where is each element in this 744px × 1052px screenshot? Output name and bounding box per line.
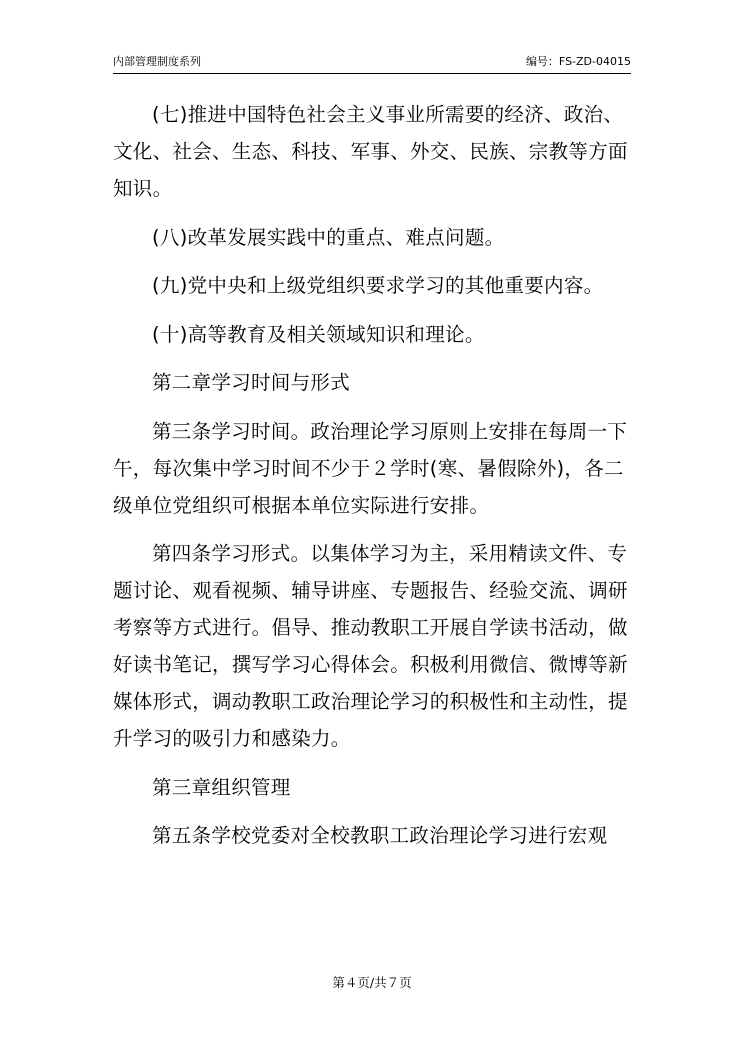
header-document-number: 编号：FS-ZD-04015 — [525, 55, 631, 68]
paragraph-item-7: (七)推进中国特色社会主义事业所需要的经济、政治、文化、社会、生态、科技、军事、外交、民族、宗教等方面知识。 — [113, 103, 628, 200]
header-series-title: 内部管理制度系列 — [113, 55, 201, 68]
page-footer — [0, 975, 744, 991]
paragraph-item-8: (八)改革发展实践中的重点、难点问题。 — [152, 225, 505, 249]
document-body — [113, 96, 631, 854]
paragraph-item-9: (九)党中央和上级党组织要求学习的其他重要内容。 — [152, 274, 604, 297]
article-4-paragraph: 第四条学习形式。以集体学习为主，采用精读文件、专题讨论、观看视频、辅导讲座、专题报告、经验交流、调研考察等方式进行。倡导、推动教职工开展自学读书活动，做好读书笔记，撰写学习心得体会。积极利用微信、微博等新媒体形式，调动教职工政治理论学习的积极性和主动性，提升学习的吸引力和感染力。 — [113, 542, 628, 750]
chapter-2-heading: 第二章学习时间与形式 — [152, 371, 351, 394]
page-number: 第４页/共７页 — [332, 975, 412, 990]
paragraph-item-10: (十)高等教育及相关领域知识和理论。 — [152, 322, 485, 346]
article-5-paragraph: 第五条学校党委对全校教职工政治理论学习进行宏观 — [152, 824, 608, 847]
article-3-paragraph: 第三条学习时间。政治理论学习原则上安排在每周一下午，每次集中学习时间不少于２学时(寒、暑假除外)，各二级单位党组织可根据本单位实际进行安排。 — [113, 419, 628, 517]
chapter-3-heading: 第三章组织管理 — [152, 775, 291, 799]
page-header — [113, 53, 631, 71]
header-divider — [113, 73, 631, 74]
